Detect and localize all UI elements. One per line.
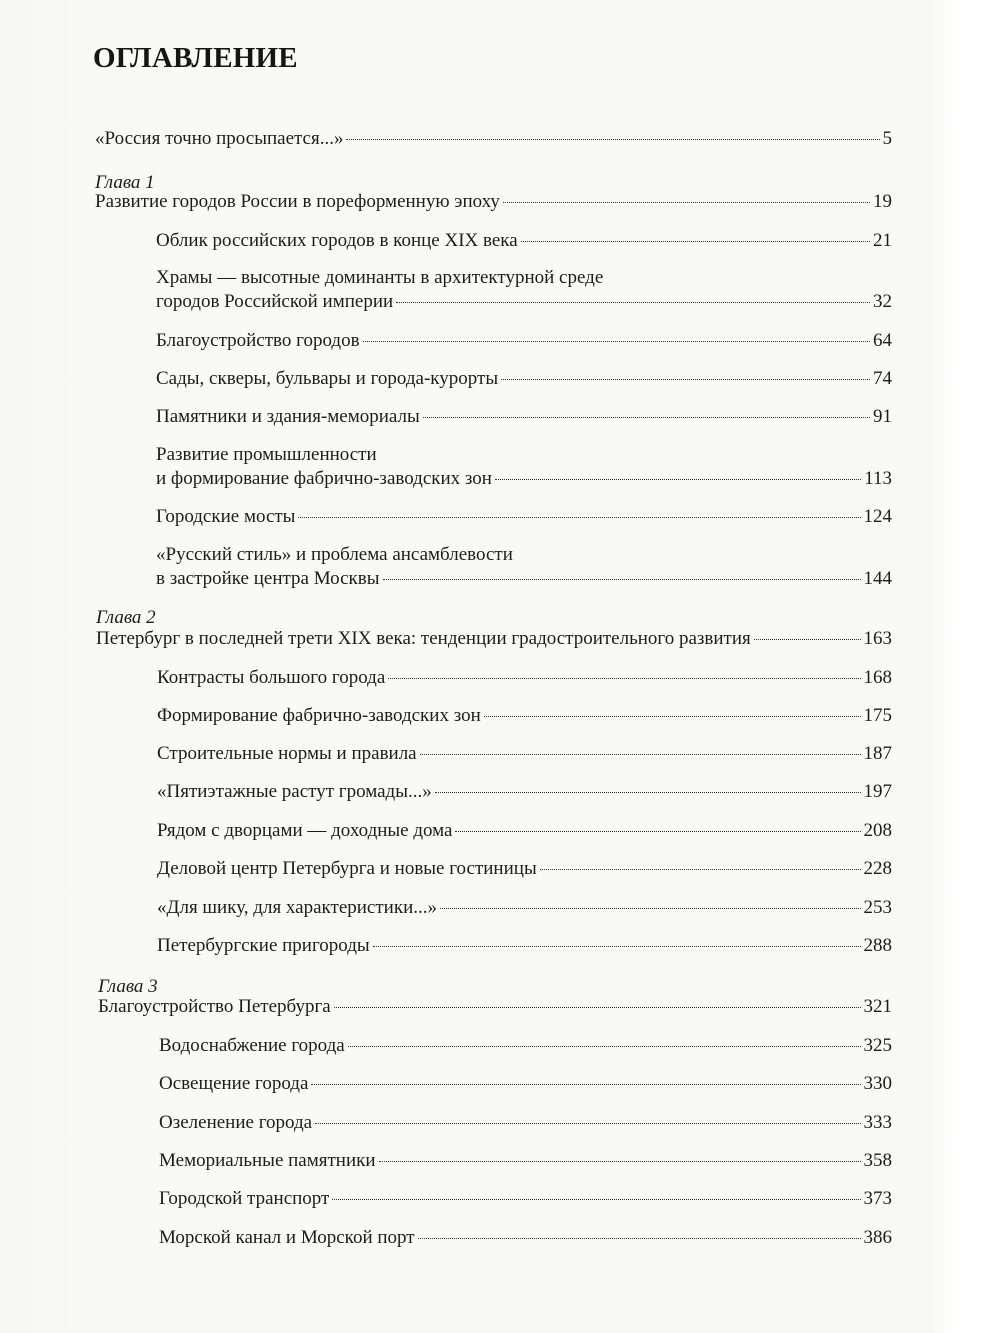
toc-page-number: 325 — [863, 1035, 892, 1056]
toc-entry[interactable] — [156, 405, 892, 429]
toc-entry[interactable] — [156, 329, 892, 353]
leader-dots — [540, 868, 861, 870]
leader-dots — [423, 416, 870, 418]
toc-page-number: 91 — [873, 406, 892, 427]
toc-entry-text: Контрасты большого города — [157, 667, 386, 688]
toc-page-number: 333 — [863, 1112, 892, 1133]
toc-entry-text: Водоснабжение города — [159, 1035, 345, 1056]
toc-page-number: 253 — [863, 897, 892, 918]
leader-dots — [484, 715, 861, 717]
leader-dots — [298, 516, 860, 518]
toc-page-number: 19 — [873, 191, 892, 212]
leader-dots — [373, 945, 861, 947]
toc-entry[interactable] — [157, 934, 892, 958]
toc-page-number: 32 — [873, 291, 892, 312]
leader-dots — [311, 1083, 860, 1085]
toc-entry-text: Петербург в последней трети XIX века: тенденции градостроительного развития — [96, 628, 751, 649]
toc-entry-text: Благоустройство Петербурга — [98, 996, 331, 1017]
toc-entry[interactable] — [157, 742, 892, 766]
toc-entry-text: «Пятиэтажные растут громады...» — [157, 781, 432, 802]
toc-entry[interactable] — [159, 1149, 892, 1173]
toc-page-number: 144 — [863, 568, 892, 589]
toc-entry[interactable] — [159, 1072, 892, 1096]
toc-entry-text: Городские мосты — [156, 506, 296, 527]
toc-entry-text-line2: городов Российской империи — [156, 291, 394, 312]
toc-page-number: 163 — [863, 628, 892, 649]
leader-dots — [418, 1237, 861, 1239]
toc-page-number: 386 — [863, 1227, 892, 1248]
leader-dots — [388, 677, 860, 679]
toc-page-number: 21 — [873, 230, 892, 251]
toc-entry-text: Освещение города — [159, 1073, 309, 1094]
page-edge — [932, 0, 1000, 1333]
leader-dots — [396, 301, 870, 303]
toc-entry-text: Петербургские пригороды — [157, 935, 370, 956]
leader-dots — [455, 830, 860, 832]
toc-entry-text: Рядом с дворцами — доходные дома — [157, 820, 453, 841]
leader-dots — [501, 378, 870, 380]
toc-entry-text: Сады, скверы, бульвары и города-курорты — [156, 368, 499, 389]
toc-entry[interactable] — [157, 857, 892, 881]
toc-page-number: 330 — [863, 1073, 892, 1094]
toc-entry-text: Облик российских городов в конце XIX века — [156, 230, 518, 251]
toc-entry-text: Развитие городов России в пореформенную эпоху — [95, 191, 500, 212]
toc-page-number: 187 — [863, 743, 892, 764]
leader-dots — [346, 138, 879, 140]
leader-dots — [503, 201, 870, 203]
toc-entry-text: Городской транспорт — [159, 1188, 330, 1209]
toc-entry[interactable] — [156, 367, 892, 391]
toc-entry-text: Озеленение города — [159, 1112, 313, 1133]
toc-entry[interactable] — [157, 819, 892, 843]
toc-page-number: 228 — [863, 858, 892, 879]
toc-chapter-2[interactable] — [96, 627, 892, 651]
leader-dots — [440, 907, 861, 909]
toc-entry[interactable] — [157, 704, 892, 728]
toc-entry[interactable] — [156, 266, 892, 314]
toc-entry-text-line1: Храмы — высотные доминанты в архитектурной среде — [156, 267, 604, 288]
chapter-label: Глава 3 — [98, 976, 158, 997]
toc-page-number: 208 — [863, 820, 892, 841]
toc-entry-text-line2: в застройке центра Москвы — [156, 568, 380, 589]
leader-dots — [379, 1160, 861, 1162]
toc-page-number: 5 — [882, 128, 892, 149]
toc-entry-text: «Для шику, для характеристики...» — [157, 897, 437, 918]
toc-page-number: 197 — [863, 781, 892, 802]
toc-entry-text: Памятники и здания-мемориалы — [156, 406, 420, 427]
toc-entry[interactable] — [156, 443, 892, 491]
leader-dots — [383, 578, 861, 580]
toc-page-number: 74 — [873, 368, 892, 389]
toc-entry-text: Мемориальные памятники — [159, 1150, 376, 1171]
leader-dots — [435, 791, 861, 793]
toc-chapter-1[interactable] — [95, 190, 892, 214]
toc-entry-text: Морской канал и Морской порт — [159, 1227, 415, 1248]
page-title: ОГЛАВЛЕНИЕ — [93, 42, 298, 74]
leader-dots — [334, 1006, 861, 1008]
toc-entry[interactable] — [157, 666, 892, 690]
toc-page-number: 168 — [863, 667, 892, 688]
toc-page-number: 64 — [873, 330, 892, 351]
toc-entry[interactable] — [159, 1187, 892, 1211]
toc-entry-text: «Россия точно просыпается...» — [95, 128, 344, 149]
toc-entry[interactable] — [156, 229, 892, 253]
toc-page-number: 175 — [863, 705, 892, 726]
toc-page-number: 288 — [863, 935, 892, 956]
leader-dots — [363, 340, 870, 342]
leader-dots — [420, 753, 861, 755]
toc-entry-text: Благоустройство городов — [156, 330, 360, 351]
chapter-label: Глава 1 — [95, 172, 155, 193]
toc-entry-text: Деловой центр Петербурга и новые гостиницы — [157, 858, 537, 879]
leader-dots — [754, 638, 861, 640]
toc-page-number: 321 — [863, 996, 892, 1017]
toc-entry-text-line2: и формирование фабрично-заводских зон — [156, 468, 492, 489]
toc-entry-text-line1: Развитие промышленности — [156, 444, 377, 465]
leader-dots — [332, 1198, 860, 1200]
toc-page-number: 358 — [863, 1150, 892, 1171]
leader-dots — [495, 478, 861, 480]
leader-dots — [521, 240, 870, 242]
toc-entry[interactable] — [157, 896, 892, 920]
leader-dots — [315, 1122, 860, 1124]
toc-page-number: 113 — [864, 468, 892, 489]
toc-entry[interactable] — [156, 543, 892, 591]
toc-entry[interactable] — [159, 1111, 892, 1135]
toc-entry-text: Формирование фабрично-заводских зон — [157, 705, 481, 726]
chapter-label: Глава 2 — [96, 607, 156, 628]
toc-entry-text: Строительные нормы и правила — [157, 743, 417, 764]
toc-entry[interactable] — [157, 780, 892, 804]
toc-entry-intro[interactable] — [95, 127, 892, 151]
toc-chapter-3[interactable] — [98, 995, 892, 1019]
toc-entry[interactable] — [159, 1226, 892, 1250]
toc-entry[interactable] — [159, 1034, 892, 1058]
leader-dots — [348, 1045, 861, 1047]
toc-page-number: 373 — [863, 1188, 892, 1209]
toc-page-number: 124 — [863, 506, 892, 527]
toc-entry-text-line1: «Русский стиль» и проблема ансамблевости — [156, 544, 513, 565]
toc-entry[interactable] — [156, 505, 892, 529]
